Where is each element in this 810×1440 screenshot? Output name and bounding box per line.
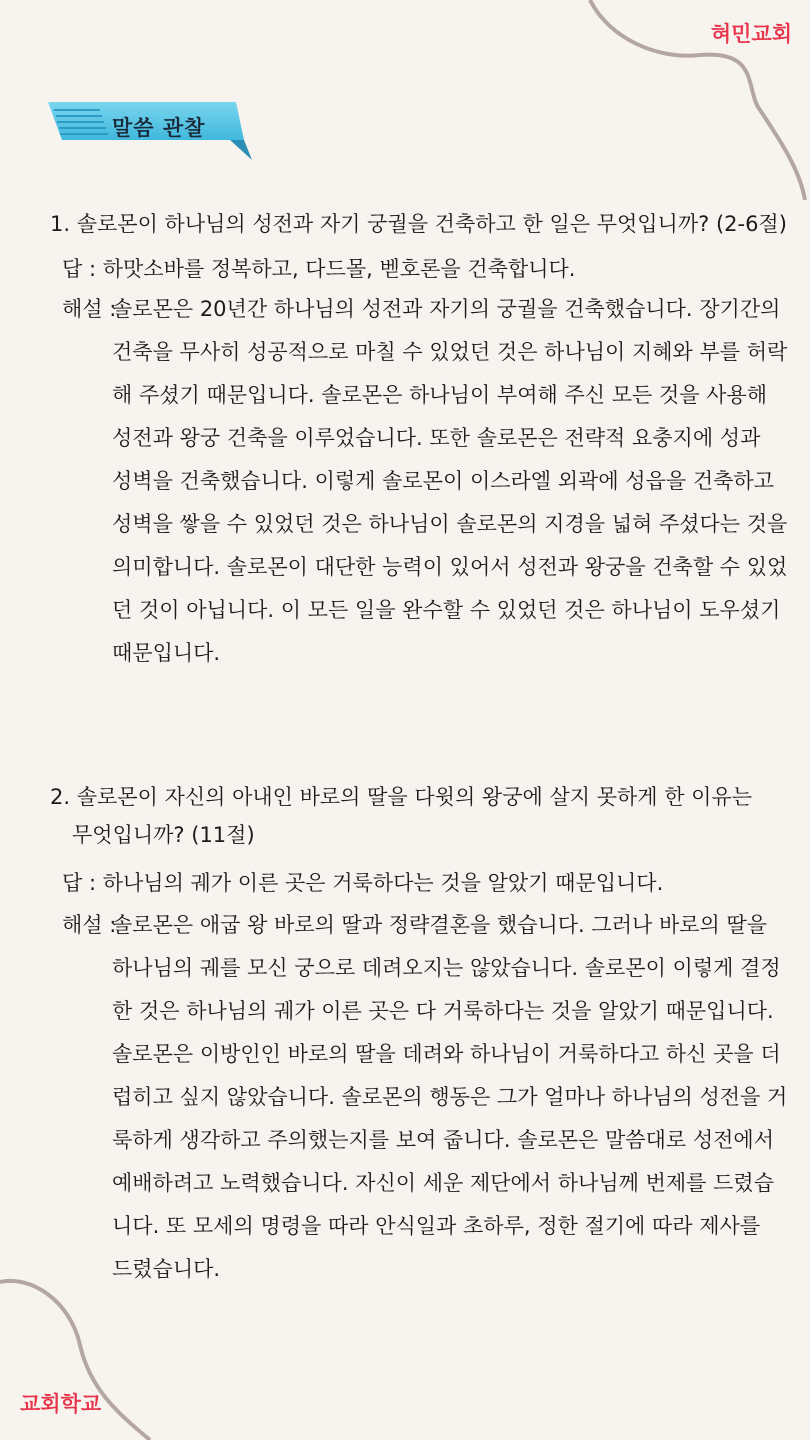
question-2	[50, 778, 780, 854]
explanation-1	[62, 288, 788, 675]
explanation-line: 건축을 무사히 성공적으로 마칠 수 있었던 것은 하나님이 지혜와 부를 허락	[112, 340, 788, 364]
explanation-line: 니다. 또 모세의 명령을 따라 안식일과 초하루, 정한 절기에 따라 제사를	[112, 1214, 761, 1238]
church-logo: 혀민교회	[710, 22, 792, 46]
explanation-line: 때문입니다.	[112, 641, 221, 665]
explanation-line: 하나님의 궤를 모신 궁으로 데려오지는 않았습니다. 솔로몬이 이렇게 결정	[112, 956, 781, 980]
explanation-label: 해설 :	[62, 297, 117, 321]
explanation-line: 한 것은 하나님의 궤가 이른 곳은 다 거룩하다는 것을 알았기 때문입니다.	[112, 999, 774, 1023]
explanation-label: 해설 :	[62, 913, 117, 937]
question-1-text: 1. 솔로몬이 하나님의 성전과 자기 궁궐을 건축하고 한 일은 무엇입니까? (2-6절)	[50, 212, 787, 236]
explanation-line: 솔로몬은 이방인인 바로의 딸을 데려와 하나님이 거룩하다고 하신 곳을 더	[112, 1042, 781, 1066]
explanation-line: 솔로몬은 20년간 하나님의 성전과 자기의 궁궐을 건축했습니다. 장기간의	[112, 297, 781, 321]
explanation-line: 드렸습니다.	[112, 1257, 221, 1281]
question-2-text-cont: 무엇입니까? (11절)	[72, 823, 255, 847]
answer-2: 답 : 하나님의 궤가 이른 곳은 거룩하다는 것을 알았기 때문입니다.	[62, 871, 664, 895]
explanation-line: 의미합니다. 솔로몬이 대단한 능력이 있어서 성전과 왕궁을 건축할 수 있었	[112, 555, 788, 579]
explanation-line: 솔로몬은 애굽 왕 바로의 딸과 정략결혼을 했습니다. 그러나 바로의 딸을	[112, 913, 768, 937]
explanation-line: 해 주셨기 때문입니다. 솔로몬은 하나님이 부여해 주신 모든 것을 사용해	[112, 383, 768, 407]
church-school-logo: 교회학교	[20, 1392, 102, 1416]
explanation-line: 성전과 왕궁 건축을 이루었습니다. 또한 솔로몬은 전략적 요충지에 성과	[112, 426, 761, 450]
explanation-line: 성벽을 쌓을 수 있었던 것은 하나님이 솔로몬의 지경을 넓혀 주셨다는 것을	[112, 512, 788, 536]
answer-1: 답 : 하맛소바를 정복하고, 다드몰, 벧호론을 건축합니다.	[62, 257, 576, 281]
explanation-line: 예배하려고 노력했습니다. 자신이 세운 제단에서 하나님께 번제를 드렸습	[112, 1171, 774, 1195]
explanation-line: 던 것이 아닙니다. 이 모든 일을 완수할 수 있었던 것은 하나님이 도우셨기	[112, 598, 781, 622]
explanation-line: 럽히고 싶지 않았습니다. 솔로몬의 행동은 그가 얼마나 하나님의 성전을 거	[112, 1085, 788, 1109]
explanation-2	[62, 904, 788, 1291]
explanation-line: 룩하게 생각하고 주의했는지를 보여 줍니다. 솔로몬은 말씀대로 성전에서	[112, 1128, 774, 1152]
explanation-line: 성벽을 건축했습니다. 이렇게 솔로몬이 이스라엘 외곽에 성읍을 건축하고	[112, 469, 774, 493]
section-title: 말씀 관찰	[112, 116, 206, 140]
question-1	[50, 205, 787, 243]
question-2-text: 2. 솔로몬이 자신의 아내인 바로의 딸을 다윗의 왕궁에 살지 못하게 한 이유는	[50, 785, 753, 809]
